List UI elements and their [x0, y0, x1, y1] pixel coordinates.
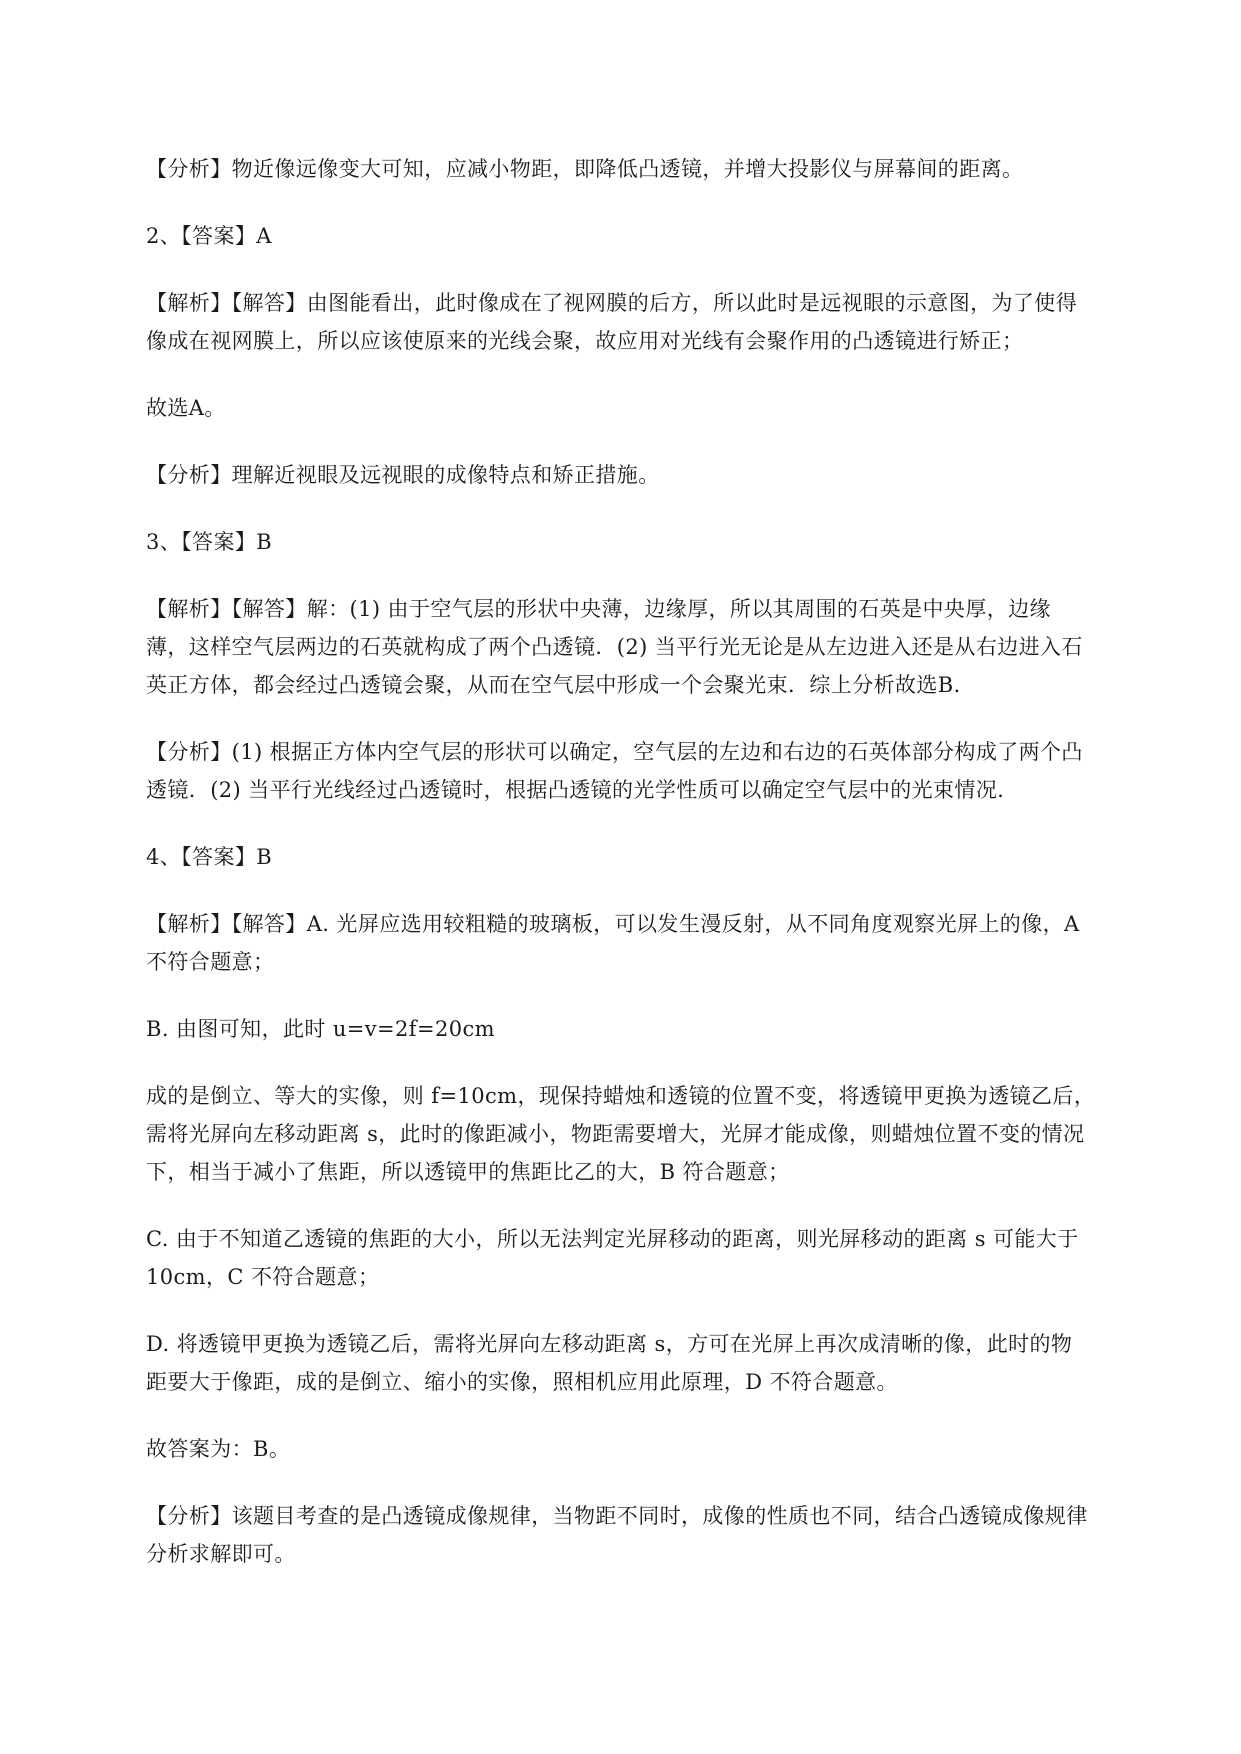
paragraph	[146, 733, 1156, 809]
paragraph	[146, 284, 1156, 360]
text-line: 10cm，C 不符合题意；	[146, 1265, 380, 1289]
text-line: 英正方体，都会经过凸透镜会聚，从而在空气层中形成一个会聚光束．综上分析故选B．	[146, 673, 976, 697]
text-line: 像成在视网膜上，所以应该使原来的光线会聚，故应用对光线有会聚作用的凸透镜进行矫正；	[146, 329, 1024, 353]
paragraph	[146, 1077, 1156, 1191]
text-line: 【分析】理解近视眼及远视眼的成像特点和矫正措施。	[146, 463, 660, 487]
paragraph	[146, 217, 1156, 255]
text-line: 2、【答案】A	[146, 224, 272, 248]
paragraph	[146, 150, 1156, 188]
text-line: 分析求解即可。	[146, 1542, 296, 1566]
text-line: 下，相当于减小了焦距，所以透镜甲的焦距比乙的大，B 符合题意；	[146, 1160, 790, 1184]
paragraph	[146, 1010, 1156, 1048]
text-line: 透镜．(2) 当平行光线经过凸透镜时，根据凸透镜的光学性质可以确定空气层中的光束情况．	[146, 778, 1019, 802]
paragraph	[146, 838, 1156, 876]
text-line: 故答案为：B。	[146, 1437, 291, 1461]
text-line: 需将光屏向左移动距离 s，此时的像距减小，物距需要增大，光屏才能成像，则蜡烛位置不变的情况	[146, 1122, 1085, 1146]
paragraph	[146, 1325, 1156, 1401]
text-line: 【分析】(1) 根据正方体内空气层的形状可以确定，空气层的左边和右边的石英体部分构成了两个凸	[146, 740, 1083, 764]
text-line: 【解析】【解答】解：(1) 由于空气层的形状中央薄，边缘厚，所以其周围的石英是中央厚，边缘	[146, 597, 1051, 621]
text-line: 【解析】【解答】由图能看出，此时像成在了视网膜的后方，所以此时是远视眼的示意图，为了使得	[146, 291, 1078, 315]
paragraph	[146, 905, 1156, 981]
text-line: 3、【答案】B	[146, 530, 273, 554]
text-line: 薄，这样空气层两边的石英就构成了两个凸透镜．(2) 当平行光无论是从左边进入还是从右边进入石	[146, 635, 1083, 659]
paragraph	[146, 456, 1156, 494]
text-line: 成的是倒立、等大的实像，则 f=10cm，现保持蜡烛和透镜的位置不变，将透镜甲更换为透镜乙后，	[146, 1084, 1096, 1108]
text-line: 【分析】物近像远像变大可知，应减小物距，即降低凸透镜，并增大投影仪与屏幕间的距离。	[146, 157, 1024, 181]
paragraph	[146, 523, 1156, 561]
text-line: 4、【答案】B	[146, 845, 273, 869]
document-body	[146, 150, 1156, 1602]
paragraph	[146, 1220, 1156, 1296]
paragraph	[146, 590, 1156, 704]
text-line: 距要大于像距，成的是倒立、缩小的实像，照相机应用此原理，D 不符合题意。	[146, 1370, 898, 1394]
paragraph	[146, 1497, 1156, 1573]
text-line: D. 将透镜甲更换为透镜乙后，需将光屏向左移动距离 s，方可在光屏上再次成清晰的像，此时的物	[146, 1332, 1073, 1356]
text-line: 【解析】【解答】A. 光屏应选用较粗糙的玻璃板，可以发生漫反射，从不同角度观察光屏上的像，A	[146, 912, 1080, 936]
paragraph	[146, 1430, 1156, 1468]
text-line: B. 由图可知，此时 u=v=2f=20cm	[146, 1017, 495, 1041]
text-line: C. 由于不知道乙透镜的焦距的大小，所以无法判定光屏移动的距离，则光屏移动的距离 s 可能大于	[146, 1227, 1079, 1251]
paragraph	[146, 389, 1156, 427]
text-line: 不符合题意；	[146, 950, 275, 974]
text-line: 【分析】该题目考查的是凸透镜成像规律，当物距不同时，成像的性质也不同，结合凸透镜成像规律	[146, 1504, 1088, 1528]
text-line: 故选A。	[146, 396, 226, 420]
